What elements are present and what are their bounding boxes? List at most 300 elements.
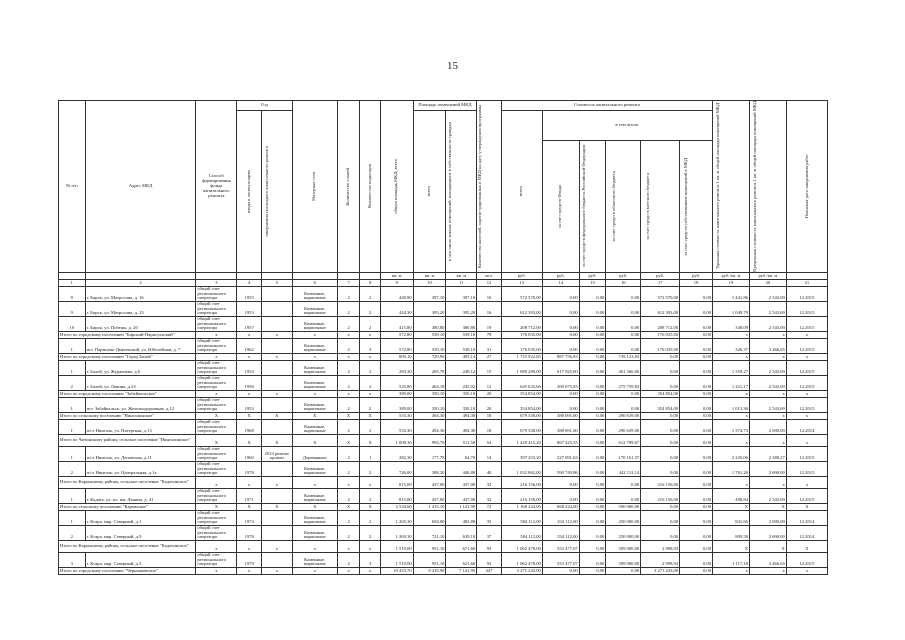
col-header-local: за счет средств местного бюджета [645, 173, 651, 240]
row-address: п/ст Нингаль, ул. Пятерская, д.13 [85, 419, 196, 434]
row-number: 10 [59, 316, 86, 331]
subtotal-residents: 32 [477, 476, 502, 488]
row-cost: 3 466,65 [749, 552, 786, 567]
col-header-fed: за счет средств федерального бюджета Российской Федерации [580, 145, 586, 268]
row-cost: 334 112,00 [542, 510, 579, 525]
col-header-residents: Количество жителей, зарегистрированных в МКД на дату утверждения программы [477, 104, 483, 268]
row-residents: 93 [477, 552, 502, 567]
unit-cell: чел. [477, 272, 502, 279]
subtotal-cost: x [749, 353, 786, 360]
row-fund-method: общий счет регионального оператора [196, 316, 237, 331]
subtotal-fund: X [196, 503, 237, 510]
row-cost: 1 013,36 [713, 397, 750, 412]
subtotal-cost: 1 168 224,00 [501, 503, 542, 510]
row-deadline: 12.2015 [786, 488, 827, 503]
subtotal-cost: 0,00 [542, 476, 579, 488]
subtotal-area: 729,96 [413, 353, 446, 360]
subtotal-fund: X [196, 412, 237, 419]
row-cost: 348,09 [713, 316, 750, 331]
row-cost: 0,00 [542, 286, 579, 301]
row-cost: 0,00 [579, 338, 606, 353]
subtotal-cost: x [713, 434, 750, 446]
row-cost: 0,00 [542, 488, 579, 503]
row-cost: 170 161,57 [606, 446, 641, 461]
row-cost: 354 854,00 [501, 397, 542, 412]
row-floors: 2 [337, 510, 360, 525]
subtotal-cost: 0,00 [680, 353, 713, 360]
row-year-repair [261, 552, 292, 567]
row-cost: 645 633,66 [501, 375, 542, 390]
subtotal-row [59, 540, 828, 552]
subtotal-material: x [292, 353, 337, 360]
row-wall-material: Каменные, кирпичные [292, 510, 337, 525]
row-number: 2 [59, 461, 86, 476]
subtotal-floors: X [337, 503, 360, 510]
col-header-fund: Способ формирования фонда капитального ремонта [196, 101, 237, 273]
subtotal-cost: 0,00 [579, 412, 606, 419]
row-cost: 3 466,65 [749, 338, 786, 353]
subtotal-cost: X [749, 540, 786, 552]
row-wall-material: Каменные, кирпичные [292, 525, 337, 540]
subtotal-cost: 0,00 [680, 567, 713, 574]
row-cost: 0,00 [579, 419, 606, 434]
row-area: 494,30 [413, 419, 446, 434]
subtotal-area: 1 415,10 [413, 503, 446, 510]
subtotal-residents: 54 [477, 434, 502, 446]
row-fund-method: общий счет регионального оператора [196, 338, 237, 353]
unit-cell [261, 272, 292, 279]
subtotal-cost: 0,00 [641, 434, 680, 446]
table-row [59, 525, 828, 540]
subtotal-residents: 20 [477, 390, 502, 397]
row-cost: 2 690,00 [749, 510, 786, 525]
row-year-repair [261, 419, 292, 434]
row-floors: 2 [337, 525, 360, 540]
subtotal-deadline: x [786, 412, 827, 419]
row-deadline: 12.2015 [786, 397, 827, 412]
row-entrances: 2 [360, 397, 381, 412]
row-number: 1 [59, 488, 86, 503]
row-cost: 0,00 [579, 552, 606, 567]
row-floors: 2 [337, 301, 360, 316]
subtotal-label: Итого по Карымскому району, сельское поселение "Кадахинское" [59, 540, 196, 552]
row-area: 482,80 [446, 510, 477, 525]
row-cost: 498,84 [713, 488, 750, 503]
column-number: 11 [446, 279, 477, 286]
subtotal-cost: x [749, 331, 786, 338]
column-number: 14 [542, 279, 579, 286]
row-year-built: 1968 [237, 419, 262, 434]
subtotal-row [59, 567, 828, 574]
row-cost: 0,00 [579, 510, 606, 525]
row-cost: 0,00 [641, 419, 680, 434]
row-floors: 2 [337, 446, 360, 461]
row-deadline: 12.2015 [786, 301, 827, 316]
row-cost: 2 690,00 [749, 525, 786, 540]
subtotal-cost: 0,00 [680, 476, 713, 488]
subtotal-area: 494,30 [446, 412, 477, 419]
subtotal-label: Итого по Читинскому району, сельское поселение "Нингалинское" [59, 434, 196, 446]
table-row [59, 316, 828, 331]
subtotal-floors: x [337, 353, 360, 360]
subtotal-year-built: X [237, 412, 262, 419]
subtotal-cost: 0,00 [680, 412, 713, 419]
row-cost: 0,00 [579, 316, 606, 331]
unit-cell: руб. [641, 272, 680, 279]
row-cost: 2 235,06 [713, 446, 750, 461]
row-area: 494,30 [446, 419, 477, 434]
subtotal-deadline: X [786, 503, 827, 510]
subtotal-year-built: x [237, 390, 262, 397]
unit-cell [85, 272, 196, 279]
row-cost: 1 062 478,00 [501, 552, 542, 567]
table-row [59, 375, 828, 390]
row-fund-method: общий счет регионального оператора [196, 360, 237, 375]
row-number: 3 [59, 552, 86, 567]
row-wall-material: Деревянные [292, 446, 337, 461]
subtotal-label: Итого по сельскому поселению "Нингалинское" [59, 412, 196, 419]
capital-repair-table [58, 100, 828, 575]
row-cost: 1 761,20 [713, 461, 750, 476]
row-cost: 369 675,83 [542, 375, 579, 390]
subtotal-cost: 0,00 [579, 503, 606, 510]
subtotal-cost: 0,00 [606, 390, 641, 397]
row-area: 440,90 [380, 286, 413, 301]
row-entrances: 3 [360, 552, 381, 567]
subtotal-cost: 887 756,83 [542, 353, 579, 360]
unit-cell: кв. м [446, 272, 477, 279]
row-deadline: 12.2014 [786, 525, 827, 540]
row-wall-material: Каменные, кирпичные [292, 375, 337, 390]
row-year-built: 1974 [237, 510, 262, 525]
row-wall-material: Каменные, кирпичные [292, 397, 337, 412]
subtotal-area: 9 219,90 [413, 567, 446, 574]
row-area: 380,80 [446, 316, 477, 331]
row-residents: 15 [477, 360, 502, 375]
row-cost: 275 759,83 [606, 375, 641, 390]
row-entrances: 2 [360, 375, 381, 390]
col-header-address: Адрес МКД [85, 101, 196, 273]
row-wall-material: Каменные, кирпичные [292, 301, 337, 316]
table-row [59, 488, 828, 503]
row-cost: 679 330,00 [501, 419, 542, 434]
subtotal-entrances: X [360, 434, 381, 446]
row-cost: 0,00 [579, 301, 606, 316]
row-address: п/ст Нингаль, ул. Центральная, д.1а [85, 461, 196, 476]
row-address: г. Кгара, мкр. Северный, д.3 [85, 552, 196, 567]
subtotal-deadline: x [786, 567, 827, 574]
subtotal-year-repair: x [261, 540, 292, 552]
subtotal-cost: 216 156,00 [641, 476, 680, 488]
row-year-repair [261, 301, 292, 316]
subtotal-entrances: X [360, 503, 381, 510]
column-number: 3 [196, 279, 237, 286]
subtotal-cost: x [749, 476, 786, 488]
row-year-repair [261, 525, 292, 540]
row-floors: 2 [337, 286, 360, 301]
row-cost: 1 359,27 [713, 360, 750, 375]
subtotal-cost: 176 035,00 [641, 331, 680, 338]
row-entrances: 2 [360, 316, 381, 331]
row-fund-method: общий счет регионального оператора [196, 510, 237, 525]
row-cost: 2 543,69 [749, 286, 786, 301]
row-fund-method: общий счет регионального оператора [196, 375, 237, 390]
row-address: пгт. Парисино-Дьяченский, ул. Юбилейная, д. 7 [85, 338, 196, 353]
unit-cell [237, 272, 262, 279]
row-fund-method: общий счет регионального оператора [196, 446, 237, 461]
subtotal-entrances: x [360, 567, 381, 574]
row-cost: 0,00 [680, 316, 713, 331]
row-entrances: 3 [360, 338, 381, 353]
subtotal-fund: x [196, 476, 237, 488]
row-floors: 2 [337, 338, 360, 353]
unit-cell: руб./кв. м [749, 272, 786, 279]
subtotal-area: 350,10 [413, 390, 446, 397]
subtotal-year-built: x [237, 353, 262, 360]
row-address: г. Кадать, ул. пл. им. Ленина, д. 41 [85, 488, 196, 503]
subtotal-row [59, 390, 828, 397]
col-header-entrances: Количество подъездов [366, 164, 372, 209]
subtotal-area: 572,80 [380, 331, 413, 338]
row-cost: 0,00 [579, 397, 606, 412]
subtotal-row [59, 353, 828, 360]
subtotal-cost: 679 330,00 [501, 412, 542, 419]
subtotal-cost: 553 477,07 [542, 540, 579, 552]
row-cost: 1 221,17 [713, 375, 750, 390]
subtotal-entrances: X [360, 412, 381, 419]
row-cost: 0,00 [680, 286, 713, 301]
subtotal-cost: x [713, 390, 750, 397]
row-address: пгт. Забайкальск, ул. Железнодорожная, д.12 [85, 397, 196, 412]
subtotal-label: Итого по городскому поселению "Бирский-Парисульский" [59, 331, 196, 338]
row-number: 2 [59, 375, 86, 390]
col-header-year-built: ввода в эксплуатацию [245, 170, 251, 213]
row-entrances: 1 [360, 446, 381, 461]
col-header-deadline: Плановая дата завершения работ [803, 154, 809, 219]
row-entrances: 2 [360, 510, 381, 525]
row-area: 283,30 [380, 360, 413, 375]
row-cost: 0,00 [680, 338, 713, 353]
col-header-floors: Количество этажей [345, 167, 351, 206]
subtotal-residents: 27 [477, 353, 502, 360]
subtotal-fund: x [196, 331, 237, 338]
row-address: г. Бирск, ул. Матросова, д. 23 [85, 301, 196, 316]
row-year-repair [261, 397, 292, 412]
col-group-area: Площадь помещений МКД [413, 101, 477, 111]
subtotal-area: 809,10 [380, 353, 413, 360]
subtotal-year-repair: X [261, 412, 292, 419]
row-deadline: 12.2015 [786, 552, 827, 567]
subtotal-label: Итого по городскому поселению "Город Балей" [59, 353, 196, 360]
row-area: 533,30 [380, 419, 413, 434]
row-cost: 0,00 [579, 525, 606, 540]
row-cost: 612 393,00 [641, 301, 680, 316]
unit-cell [360, 272, 381, 279]
column-number: 5 [261, 279, 292, 286]
subtotal-deadline: X [786, 540, 827, 552]
row-residents: 19 [477, 316, 502, 331]
col-header-area-all: всего [426, 186, 432, 197]
row-area: 539,10 [446, 338, 477, 353]
subtotal-floors: x [337, 567, 360, 574]
row-area: 395,20 [446, 301, 477, 316]
row-cost: 0,00 [579, 360, 606, 375]
row-cost: 1 441,86 [713, 286, 750, 301]
row-area: 177,78 [413, 446, 446, 461]
row-number: 1 [59, 446, 86, 461]
row-deadline: 12.2015 [786, 446, 827, 461]
row-year-repair [261, 338, 292, 353]
column-number: 16 [606, 279, 641, 286]
row-cost: 0,00 [606, 397, 641, 412]
row-cost: 0,00 [542, 301, 579, 316]
row-fund-method: общий счет регионального оператора [196, 397, 237, 412]
row-deadline: 12.2015 [786, 316, 827, 331]
column-number: 13 [501, 279, 542, 286]
row-cost: 0,00 [680, 360, 713, 375]
subtotal-cost: 0,00 [579, 567, 606, 574]
subtotal-year-built: x [237, 476, 262, 488]
row-year-built: 1956 [237, 375, 262, 390]
subtotal-floors: X [337, 412, 360, 419]
row-area: 464,18 [413, 375, 446, 390]
column-number: 15 [579, 279, 606, 286]
subtotal-year-repair: x [261, 353, 292, 360]
subtotal-cost: 0,00 [579, 331, 606, 338]
subtotal-year-repair: X [261, 503, 292, 510]
row-area: 539,10 [413, 338, 446, 353]
row-cost: 617 925,00 [542, 360, 579, 375]
subtotal-cost: x [713, 476, 750, 488]
subtotal-fund: x [196, 390, 237, 397]
row-year-repair: 2013 ремонт кровли [261, 446, 292, 461]
row-cost: 0,00 [680, 375, 713, 390]
col-header-regional: за счет средств областного бюджета [611, 171, 617, 242]
subtotal-entrances: x [360, 540, 381, 552]
row-area: 721,10 [413, 525, 446, 540]
subtotal-material: x [292, 567, 337, 574]
row-cost: 0,00 [542, 316, 579, 331]
subtotal-cost: 0,00 [606, 331, 641, 338]
row-cost: 0,00 [680, 446, 713, 461]
subtotal-material: X [292, 434, 337, 446]
subtotal-area: 7 141,95 [446, 567, 477, 574]
subtotal-residents: 93 [477, 540, 502, 552]
row-cost: 612 393,00 [501, 301, 542, 316]
capital-repair-table-sheet [58, 100, 828, 575]
row-area: 951,10 [413, 552, 446, 567]
subtotal-year-built: x [237, 567, 262, 574]
subtotal-year-repair: x [261, 331, 292, 338]
row-cost: 584 112,00 [501, 525, 542, 540]
subtotal-floors: X [337, 434, 360, 446]
row-address: г. Бирск, ул. Матросова, д. 16 [85, 286, 196, 301]
row-cost: 0,00 [606, 301, 641, 316]
row-entrances: 2 [360, 525, 381, 540]
row-cost: 841,66 [713, 510, 750, 525]
subtotal-entrances: x [360, 476, 381, 488]
row-fund-method: общий счет регионального оператора [196, 286, 237, 301]
subtotal-cost: x [749, 434, 786, 446]
row-cost: 584 112,00 [501, 510, 542, 525]
row-cost: 1 080 289,00 [501, 360, 542, 375]
subtotal-residents: 72 [477, 503, 502, 510]
row-entrances: 2 [360, 488, 381, 503]
row-area: 248,12 [446, 360, 477, 375]
subtotal-cost: 0,00 [542, 331, 579, 338]
subtotal-year-built: X [237, 434, 262, 446]
subtotal-year-built: X [237, 503, 262, 510]
row-deadline: 12.2015 [786, 360, 827, 375]
subtotal-row [59, 503, 828, 510]
row-year-built: 1953 [237, 301, 262, 316]
row-residents: 20 [477, 397, 502, 412]
row-year-repair [261, 375, 292, 390]
row-residents: 18 [477, 419, 502, 434]
subtotal-residents: 79 [477, 331, 502, 338]
row-deadline: 12.2015 [786, 375, 827, 390]
subtotal-cost: 509 000,00 [606, 540, 641, 552]
row-entrances: 2 [360, 461, 381, 476]
subtotal-entrances: x [360, 331, 381, 338]
subtotal-area: 1 008,30 [380, 434, 413, 446]
row-residents: 31 [477, 338, 502, 353]
row-cost: 0,00 [542, 397, 579, 412]
row-wall-material: Каменные, кирпичные [292, 461, 337, 476]
row-cost: 0,00 [579, 461, 606, 476]
row-area: 621,60 [446, 552, 477, 567]
subtotal-cost: x [749, 567, 786, 574]
row-cost: 290 639,00 [606, 419, 641, 434]
row-area: 415,80 [380, 316, 413, 331]
subtotal-area: 951,10 [413, 540, 446, 552]
col-header-area-residential: в том числе жилых помещений, находящихся в собственности граждан [447, 121, 453, 262]
subtotal-row [59, 331, 828, 338]
subtotal-row [59, 412, 828, 419]
subtotal-cost: 612 709,67 [606, 434, 641, 446]
row-cost: 2 543,69 [749, 316, 786, 331]
row-area: 525,80 [380, 375, 413, 390]
subtotal-area: 437,00 [413, 476, 446, 488]
subtotal-cost: 0,00 [606, 476, 641, 488]
subtotal-material: x [292, 390, 337, 397]
row-floors: 2 [337, 461, 360, 476]
row-deadline: 12.2015 [786, 461, 827, 476]
row-cost: 354 854,00 [641, 397, 680, 412]
row-year-repair [261, 488, 292, 503]
column-number: 2 [85, 279, 196, 286]
row-deadline: 12.2014 [786, 510, 827, 525]
column-number: 17 [641, 279, 680, 286]
row-cost: 0,00 [641, 360, 680, 375]
table-row [59, 397, 828, 412]
table-row [59, 552, 828, 567]
row-area: 572,80 [380, 338, 413, 353]
subtotal-area: 539,10 [446, 331, 477, 338]
subtotal-cost: 0,00 [680, 540, 713, 552]
row-cost: 0,00 [606, 488, 641, 503]
subtotal-material: x [292, 331, 337, 338]
subtotal-area: 1 121,90 [446, 503, 477, 510]
row-fund-method: общий счет регионального оператора [196, 461, 237, 476]
row-cost: 809,58 [713, 525, 750, 540]
row-entrances: 2 [360, 419, 381, 434]
subtotal-area: 10 453,70 [380, 567, 413, 574]
col-header-max-cost: Предельная стоимость капитального ремонта 1 кв. м общей площади помещений МКД [751, 101, 757, 272]
subtotal-cost: 0,00 [680, 434, 713, 446]
row-area: 350,10 [413, 397, 446, 412]
subtotal-fund: x [196, 567, 237, 574]
